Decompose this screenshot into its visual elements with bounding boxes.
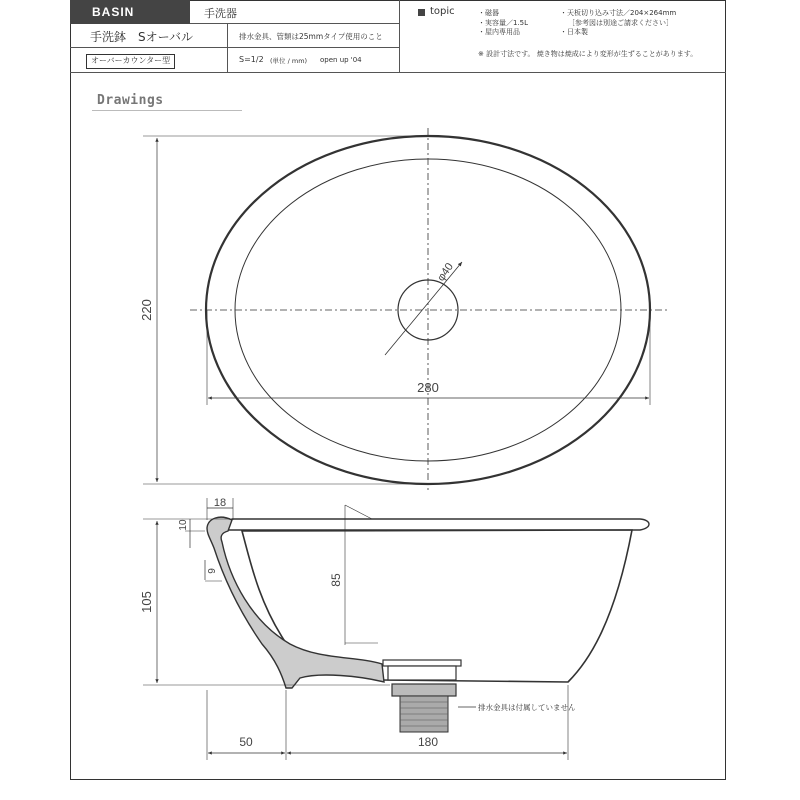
topic-item: ・屋内専用品 [478, 28, 520, 36]
drain-flange [383, 660, 461, 666]
drain-note: 排水金具、管類は25mmタイプ使用のこと [239, 32, 383, 41]
footnote: ※ 設計寸法です。 焼き物は焼成により変形が生ずることがあります。 [478, 50, 698, 58]
inner-leader [345, 505, 372, 519]
product-name: 手洗鉢 Sオーバル [90, 30, 194, 44]
rim-top [228, 519, 649, 530]
scale-note: S=1/2 [239, 55, 264, 64]
topic-item: ［参考図は別途ご請求ください］ [568, 18, 673, 27]
dim-label-50: 50 [239, 735, 253, 749]
drain-nut [392, 684, 456, 696]
product-type: 手洗器 [204, 7, 237, 20]
topic-item: ・天板切り込み寸法／204×264mm [560, 9, 677, 17]
dim-label-18: 18 [213, 497, 227, 509]
drain-callout: 排水金具は付属していません [478, 703, 576, 712]
top-view [143, 128, 670, 490]
dim-label-280: 280 [417, 380, 439, 395]
dim-label-220: 220 [139, 299, 154, 321]
open-note: open up '04 [320, 56, 362, 64]
category-label: BASIN [70, 0, 190, 24]
dim-label-10: 10 [178, 519, 189, 531]
install-type-badge: オーバーカウンター型 [86, 54, 175, 69]
diameter-leader [385, 262, 462, 355]
drain-body [388, 666, 456, 680]
dim-label-180: 180 [417, 735, 439, 749]
section-title: Drawings [97, 93, 164, 108]
topic-item: ・磁器 [478, 9, 499, 17]
dim-label-85: 85 [329, 573, 343, 587]
dim-label-diameter: φ40 [435, 260, 457, 284]
topic-item: ・日本製 [560, 28, 588, 36]
unit-note: (単位 / mm) [270, 57, 308, 65]
topic-label: topic [430, 6, 455, 17]
topic-item: ・実容量／1.5L [478, 18, 529, 27]
side-view [143, 498, 649, 760]
dim-label-105: 105 [139, 591, 154, 613]
dim-label-9: 9 [207, 568, 218, 574]
